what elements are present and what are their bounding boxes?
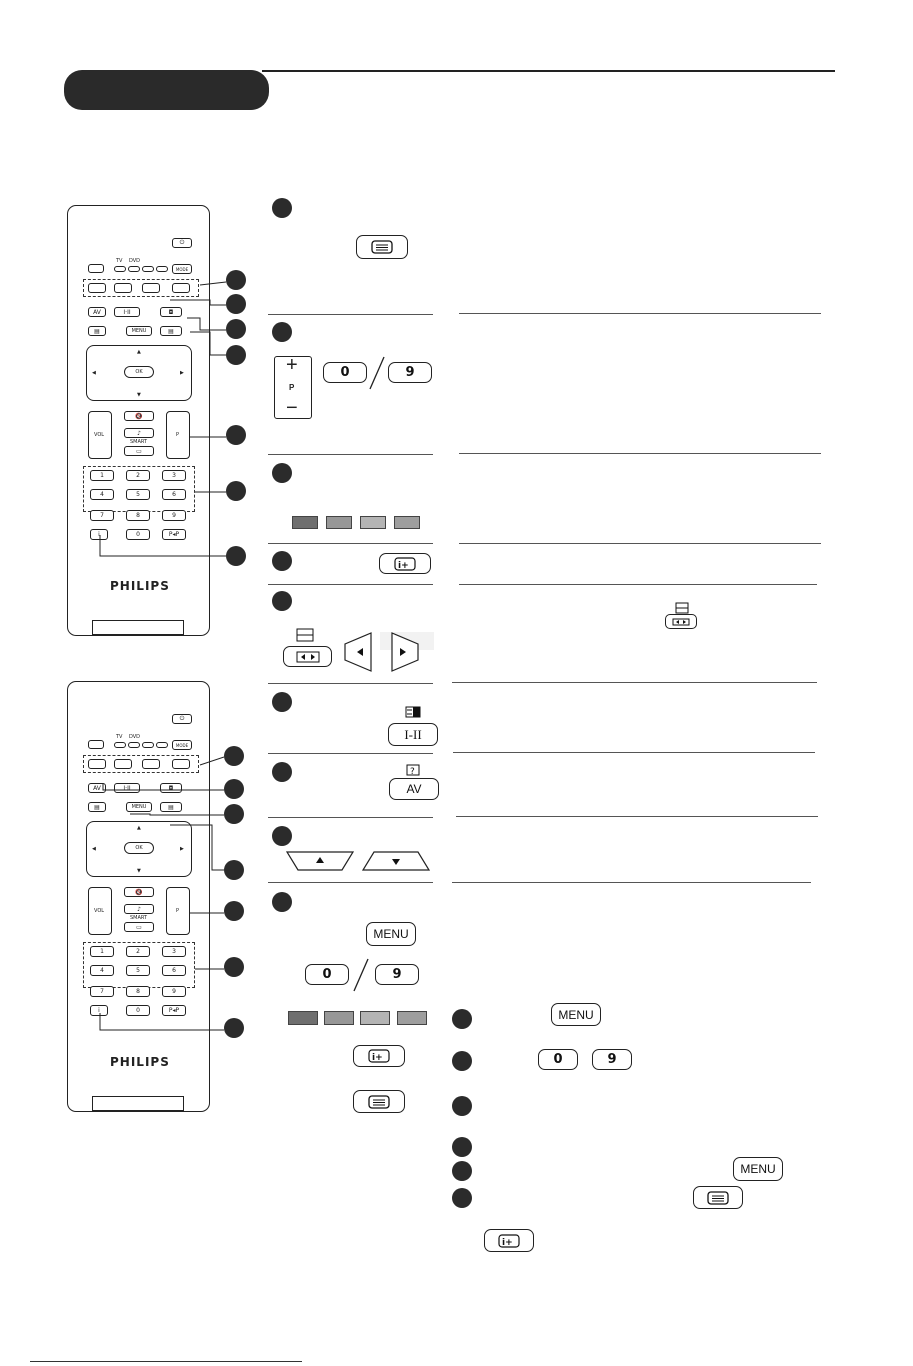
step-dot-6 <box>272 692 292 712</box>
step-dot-9 <box>272 892 292 912</box>
sound-button[interactable]: I·II <box>114 783 140 793</box>
teletext-small-button[interactable]: ▤ <box>88 326 106 336</box>
digit-2[interactable]: 2 <box>126 470 150 481</box>
tv-label: TV <box>116 258 123 264</box>
teletext-button[interactable]: ▤ <box>160 326 182 336</box>
digit-4[interactable]: 4 <box>90 965 114 976</box>
vol-label: VOL <box>94 908 105 914</box>
divider <box>268 683 433 684</box>
step-dot-3 <box>272 463 292 483</box>
teletext-button[interactable]: ▤ <box>160 802 182 812</box>
menu-key: MENU <box>366 922 416 946</box>
header-rule <box>262 70 835 72</box>
teletext-key <box>356 235 408 259</box>
smart-picture-button[interactable]: ▭ <box>124 922 154 932</box>
menu-key-step-2: MENU <box>733 1157 783 1181</box>
p-key-label: P <box>289 383 295 392</box>
info-small-button[interactable]: i <box>90 1005 108 1016</box>
digit-3[interactable]: 3 <box>162 470 186 481</box>
format-button[interactable]: ◘ <box>160 307 182 317</box>
divider <box>456 816 818 817</box>
callout-lines-bottom <box>0 680 260 1040</box>
divider <box>453 752 815 753</box>
p-label: P <box>176 908 180 914</box>
nav-up-arrow[interactable]: ▲ <box>137 349 141 355</box>
divider <box>268 584 433 585</box>
slash <box>368 356 386 390</box>
substep-dot-3 <box>452 1096 472 1116</box>
color-swatch-blue <box>394 516 420 529</box>
step-dot-7 <box>272 762 292 782</box>
dvd-label: DVD <box>129 734 141 740</box>
format-button[interactable]: ◘ <box>160 783 182 793</box>
step-dot-4 <box>272 551 292 571</box>
digit-0[interactable]: 0 <box>126 1005 150 1016</box>
digit-0-key: 0 <box>323 362 367 383</box>
digit-9-key-2: 9 <box>375 964 419 985</box>
format-key <box>283 646 332 667</box>
mode-button[interactable]: MODE <box>172 264 192 274</box>
av-button[interactable]: AV <box>88 307 106 317</box>
nav-down-arrow[interactable]: ▼ <box>137 392 141 398</box>
digit-9-key: 9 <box>388 362 432 383</box>
av-key: AV <box>389 778 439 800</box>
format-icon <box>296 628 314 642</box>
step-dot-2 <box>272 322 292 342</box>
sound-mode-icon <box>405 706 421 718</box>
dvd-label: DVD <box>129 258 141 264</box>
digit-8[interactable]: 8 <box>126 986 150 997</box>
program-rocker-key: + P − <box>274 356 312 419</box>
digit-0[interactable]: 0 <box>126 529 150 540</box>
divider <box>452 882 811 883</box>
mute-button[interactable]: 🔇 <box>124 411 154 421</box>
digit-1[interactable]: 1 <box>90 946 114 957</box>
previous-program-button[interactable]: P◂P <box>162 529 186 540</box>
color-swatch-green <box>326 516 352 529</box>
tv-label: TV <box>116 734 123 740</box>
digit-9-key-step: 9 <box>592 1049 632 1070</box>
mode-button[interactable]: MODE <box>172 740 192 750</box>
menu-key-step: MENU <box>551 1003 601 1026</box>
substep-dot-1 <box>452 1009 472 1029</box>
color-swatch-yellow <box>360 1011 390 1025</box>
arrow-up-icon <box>286 851 354 871</box>
slash <box>352 958 370 992</box>
smart-label: SMART <box>130 439 148 445</box>
ok-button[interactable]: OK <box>124 842 154 854</box>
digit-6[interactable]: 6 <box>162 489 186 500</box>
callout-lines-top <box>0 0 260 660</box>
previous-program-button[interactable]: P◂P <box>162 1005 186 1016</box>
teletext-small-button[interactable]: ▤ <box>88 802 106 812</box>
digit-0-key-step: 0 <box>538 1049 578 1070</box>
divider <box>459 453 821 454</box>
digit-2[interactable]: 2 <box>126 946 150 957</box>
info-key-2 <box>353 1045 405 1067</box>
teletext-key-2 <box>353 1090 405 1113</box>
divider <box>268 817 433 818</box>
svg-text:i+: i+ <box>398 560 409 571</box>
digit-5[interactable]: 5 <box>126 489 150 500</box>
nav-right-arrow[interactable]: ▶ <box>180 370 184 376</box>
nav-down-arrow[interactable]: ▼ <box>137 868 141 874</box>
digit-1[interactable]: 1 <box>90 470 114 481</box>
divider <box>459 543 821 544</box>
svg-text:?: ? <box>410 767 415 776</box>
digit-0-key-2: 0 <box>305 964 349 985</box>
divider <box>452 682 817 683</box>
nav-left-arrow[interactable]: ◀ <box>92 370 96 376</box>
arrow-right-icon <box>390 632 420 672</box>
teletext-key-step <box>693 1186 743 1209</box>
digit-3[interactable]: 3 <box>162 946 186 957</box>
help-icon <box>406 764 420 776</box>
digit-4[interactable]: 4 <box>90 489 114 500</box>
p-label: P <box>176 432 180 438</box>
smart-picture-button[interactable]: ▭ <box>124 446 154 456</box>
ok-button[interactable]: OK <box>124 366 154 378</box>
digit-5[interactable]: 5 <box>126 965 150 976</box>
color-swatch-yellow <box>360 516 386 529</box>
footer-rule <box>30 1361 302 1362</box>
substep-dot-5 <box>452 1161 472 1181</box>
svg-text:i+: i+ <box>372 1053 383 1063</box>
divider <box>268 314 433 315</box>
info-icon <box>394 557 416 571</box>
digit-9[interactable]: 9 <box>162 986 186 997</box>
info-key <box>379 553 431 574</box>
digit-7[interactable]: 7 <box>90 510 114 521</box>
power-button[interactable]: ⏻ <box>172 238 192 248</box>
info-key-step <box>484 1229 534 1252</box>
digit-6[interactable]: 6 <box>162 965 186 976</box>
brand-logo: PHILIPS <box>110 579 170 593</box>
info-small-button[interactable]: i <box>90 529 108 540</box>
step-dot-8 <box>272 826 292 846</box>
step-dot-1 <box>272 198 292 218</box>
divider <box>268 543 433 544</box>
substep-dot-6 <box>452 1188 472 1208</box>
remote2-bottom-tab <box>92 1096 184 1111</box>
nav-up-arrow[interactable]: ▲ <box>137 825 141 831</box>
color-swatch-red <box>292 516 318 529</box>
vol-label: VOL <box>94 432 105 438</box>
nav-left-arrow[interactable]: ◀ <box>92 846 96 852</box>
smart-sound-button[interactable]: ♪ <box>124 428 154 438</box>
av-button[interactable]: AV <box>88 783 106 793</box>
arrow-down-icon <box>362 851 430 871</box>
digit-8[interactable]: 8 <box>126 510 150 521</box>
step-dot-5 <box>272 591 292 611</box>
nav-right-arrow[interactable]: ▶ <box>180 846 184 852</box>
arrow-left-icon <box>343 632 373 672</box>
divider <box>268 882 433 883</box>
color-swatch-red <box>288 1011 318 1025</box>
sound-key: I-II <box>388 723 438 746</box>
teletext-icon <box>371 240 393 254</box>
divider <box>268 753 433 754</box>
mute-button[interactable]: 🔇 <box>124 887 154 897</box>
format-key-inline <box>665 614 697 629</box>
menu-button[interactable]: MENU <box>126 802 152 812</box>
smart-label: SMART <box>130 915 148 921</box>
brand-logo: PHILIPS <box>110 1055 170 1069</box>
sound-button[interactable]: I·II <box>114 307 140 317</box>
format-icon-inline <box>675 602 689 614</box>
divider <box>459 584 817 585</box>
svg-text:i+: i+ <box>502 1237 513 1248</box>
divider <box>459 313 821 314</box>
digit-9[interactable]: 9 <box>162 510 186 521</box>
divider <box>268 454 433 455</box>
color-swatch-blue <box>397 1011 427 1025</box>
substep-dot-2 <box>452 1051 472 1071</box>
menu-button[interactable]: MENU <box>126 326 152 336</box>
smart-sound-button[interactable]: ♪ <box>124 904 154 914</box>
power-button[interactable]: ⏻ <box>172 714 192 724</box>
substep-dot-4 <box>452 1137 472 1157</box>
digit-7[interactable]: 7 <box>90 986 114 997</box>
color-swatch-green <box>324 1011 354 1025</box>
